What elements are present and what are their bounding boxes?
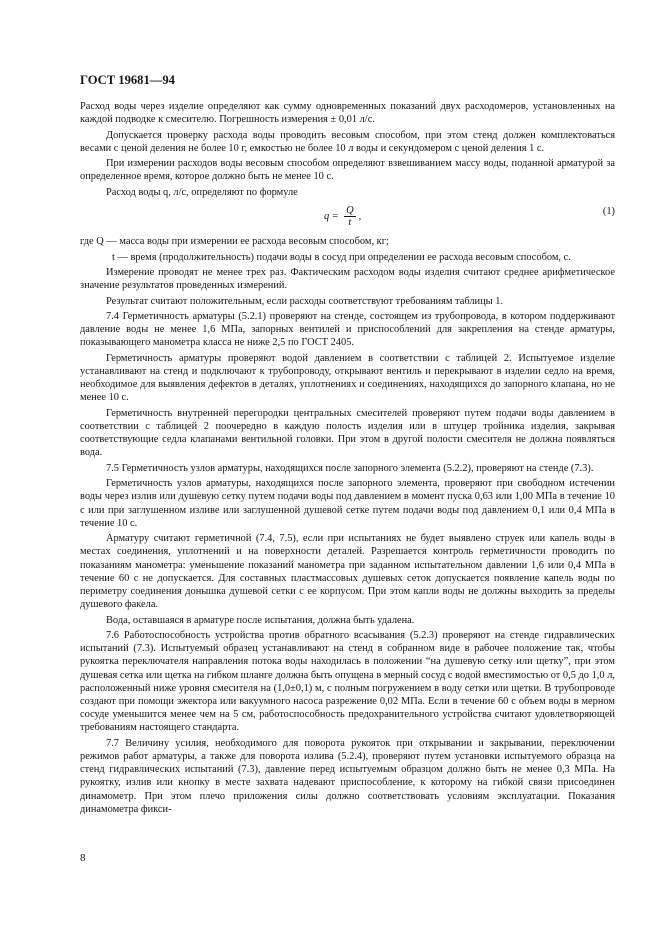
- definition-t: t — время (продолжительность) подачи воды в сосуд при определении ее расхода весовым способом, с.: [112, 251, 571, 263]
- paragraph-p5: Измерение проводят не менее трех раз. Фактическим расходом воды изделия считают среднее арифметическое значение результатов проведенных измерений.: [80, 266, 615, 292]
- paragraph-7-7: 7.7 Величину усилия, необходимого для поворота рукояток при открывании и закрывании, переключении режимов работ арматуры, а также для поворота излива (5.2.4), проверяют путем установки испытуемого образца на стенд гидравлических испытаний (7.3), давление перед испытуемым образцом должно быть не менее 0,3 МПа. На рукоятку, излив или кнопку в месте захвата надевают приспособление, к которому на гибкой связи присоединен динамометр. При этом плечо приложения силы должно соответствовать условиям эксплуатации. Показания динамометра фикси-: [80, 737, 615, 815]
- paragraph-7-6: 7.6 Работоспособность устройства против обратного всасывания (5.2.3) проверяют на стенде гидравлических испытаний (7.3). Испытуемый образец устанавливают на стенд в собранном виде в рабочее положение так, чтобы рукоятка переключателя направления потока воды находилась в положении “на душевую сетку или щетку”, при этом душевая сетка или щетка на гибком шланге должна быть опущена в мерный сосуд с водой вместимостью от 0,5 до 1,0 л, расположенный ниже уровня смесителя на (1,0±0,1) м, с полным погружением в воду сетки или щетки. В трубопроводе создают при помощи эжектора или вакуумного насоса разрежение 0,02 МПа. Если в течение 60 с объем воды в мерном сосуде уменьшится менее чем на 5 см, работоспособность предохранительного устройства считают удовлетворяющей требованиям настоящего стандарта.: [80, 629, 615, 734]
- paragraph-p6: Результат считают положительным, если расходы соответствуют требованиям таблицы 1.: [106, 295, 504, 307]
- paragraph-p8: Герметичность арматуры проверяют водой давлением в соответствии с таблицей 2. Испытуемое изделие устанавливают на стенд и подключают к трубопроводу, открывают вентиль и перекрывают в изделии седло на время, необходимое для выявления дефектов в деталях, уплотнениях и соединениях, находящихся до запорного клапана, но не менее 10 с.: [80, 352, 615, 404]
- paragraph-p3: При измерении расходов воды весовым способом определяют взвешиванием массу воды, поданной арматурой за определенное время, которое должно быть не менее 10 с.: [80, 158, 615, 183]
- formula-number: (1): [602, 206, 615, 218]
- formula-trail: ,: [358, 211, 362, 223]
- paragraph-p2: Допускается проверку расхода воды проводить весовым способом, при этом стенд должен комплектоваться весами с ценой деления не более 10 г, емкостью не более 10 л воды и секундомером с ценой деления 1 с.: [80, 129, 615, 154]
- formula-lhs: q: [324, 211, 330, 223]
- formula-expression: [324, 205, 361, 228]
- paragraph-p11: Герметичность узлов арматуры, находящихся после запорного элемента, проверяют при свободном истечении воды через излив или душевую сетку путем подачи воды под давлением в момент пуска 0,63 или 1,00 МПа в течение 10 с или при заглушенном изливе или заглушенной душевой сетке путем подачи воды под давлением 0,1 или 0,4 МПа в течение 10 с.: [80, 478, 615, 529]
- standard-header: ГОСТ 19681—94: [80, 73, 175, 87]
- page-number: 8: [80, 852, 86, 864]
- definition-q: где Q — масса воды при измерении ее расхода весовым способом, кг;: [80, 236, 389, 248]
- formula-fraction: [344, 205, 356, 228]
- paragraph-p1: Расход воды через изделие определяют как сумму одновременных показаний двух расходомеров, установленных на каждой подводке к смесителю. Погрешность измерения ± 0,01 л/с.: [80, 101, 615, 126]
- paragraph-p12: Арматуру считают герметичной (7.4, 7.5), если при испытаниях не будет выявлено струек или капель воды в местах соединения, уплотнений и на поверхности деталей. Разрешается контроль герметичности проводить по показаниям манометра: уменьшение показаний манометра при заданном испытательном давлении 1,6 или 0,4 МПа в течение 60 с не допускается. Для составных пластмассовых душевых сеток допускается появление капель воды по периметру соединения донышка душевой сетки с ее корпусом. При этом капли воды не должны выходить за пределы душевого факела.: [80, 533, 615, 611]
- formula-numerator: Q: [346, 205, 354, 217]
- document-body: [80, 100, 615, 818]
- paragraph-p13: Вода, оставшаяся в арматуре после испытания, должна быть удалена.: [106, 614, 415, 626]
- paragraph-p9: Герметичность внутренней перегородки центральных смесителей проверяют путем подачи воды давлением в соответствии с таблицей 2 поочередно в каждую полость изделия или в штуцер тройника изделия, закрывая соответствующие седла клапанами вентильной головки. При этом в другой полости смесителя не должна появляться вода.: [80, 407, 615, 459]
- formula-equals: =: [332, 211, 339, 223]
- formula-1: [80, 201, 615, 233]
- paragraph-7-5: 7.5 Герметичность узлов арматуры, находящихся после запорного элемента (5.2.2), проверяют на стенде (7.3).: [106, 462, 594, 474]
- formula-denominator: t: [348, 217, 352, 229]
- paragraph-p4: Расход воды q, л/с, определяют по формуле: [106, 186, 298, 198]
- paragraph-7-4: 7.4 Герметичность арматуры (5.2.1) проверяют на стенде, состоящем из трубопровода, в котором поддерживают давление воды не менее 1,6 МПа, запорных вентилей и приспособлений для закрепления на стенде арматуры, показывающего манометра класса не ниже 2,5 по ГОСТ 2405.: [80, 310, 615, 349]
